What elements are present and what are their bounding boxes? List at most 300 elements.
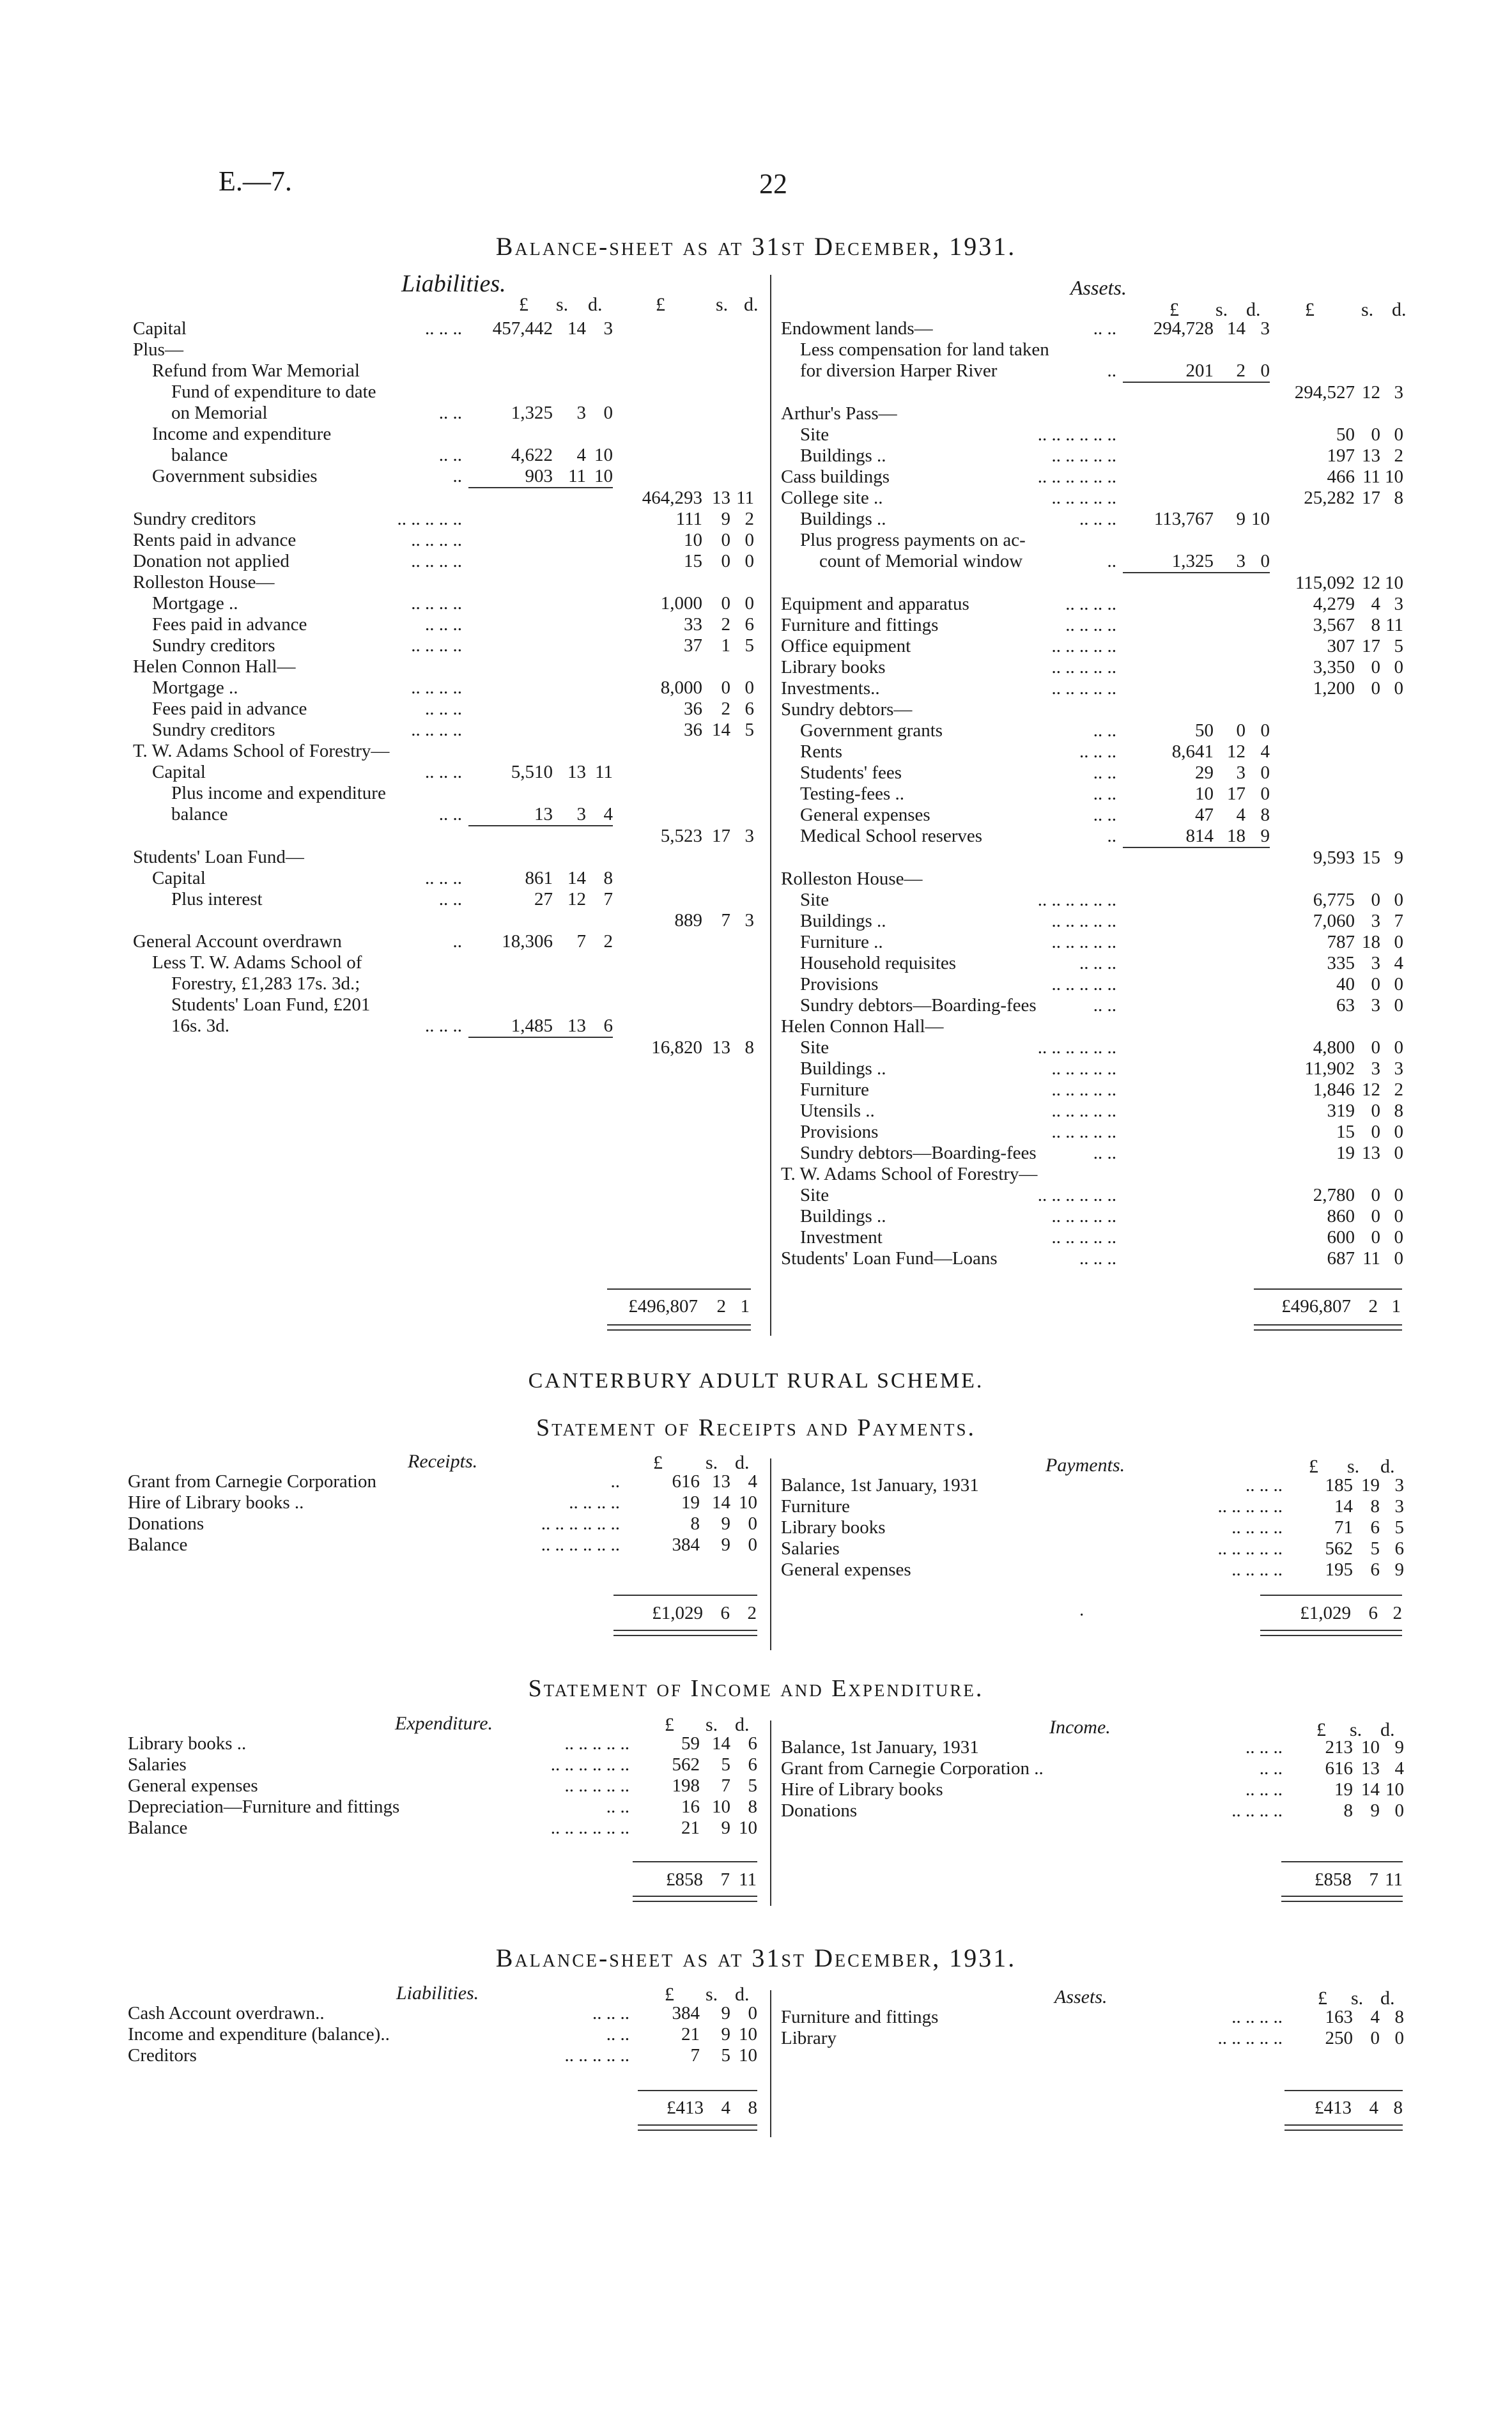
account-label xyxy=(781,1016,1123,1037)
account-label xyxy=(781,403,1123,424)
leader-dots: .. .. .. .. .. xyxy=(564,1775,629,1796)
pence xyxy=(586,509,613,530)
amount xyxy=(468,910,553,931)
amount xyxy=(1123,530,1214,551)
amount xyxy=(613,572,702,593)
pence xyxy=(1246,382,1270,403)
account-label xyxy=(781,678,1123,699)
pence xyxy=(1380,699,1403,720)
pence xyxy=(1380,826,1403,847)
account-row xyxy=(781,1079,1403,1101)
shillings xyxy=(1355,551,1380,573)
account-label xyxy=(781,953,1123,974)
amount xyxy=(1270,784,1355,805)
account-text: College site .. xyxy=(781,488,883,508)
amount: 21 xyxy=(681,2024,700,2045)
pence: 10 xyxy=(739,1818,757,1838)
pence xyxy=(1246,699,1270,720)
amount xyxy=(1123,657,1214,678)
shillings xyxy=(702,804,730,826)
pence xyxy=(1246,530,1270,551)
pence xyxy=(730,656,754,677)
shillings xyxy=(1355,1016,1380,1037)
leader-dots: .. .. xyxy=(1093,720,1116,741)
account-label: Depreciation—Furniture and fittings xyxy=(128,1797,400,1817)
amount: 4,800 xyxy=(1313,1037,1355,1058)
pence: 0 xyxy=(1260,360,1270,381)
amount: 15 xyxy=(1336,1122,1355,1142)
pence: 5 xyxy=(1394,636,1403,656)
pence: 6 xyxy=(603,1016,613,1036)
amount xyxy=(613,424,702,445)
account-label xyxy=(781,594,1123,615)
amount: 213 xyxy=(1325,1737,1353,1758)
leader-dots: .. .. .. .. xyxy=(411,677,462,698)
amount xyxy=(468,741,553,762)
account-text: Students' Loan Fund, £201 xyxy=(171,994,371,1015)
account-label xyxy=(133,677,468,699)
pence: 10 xyxy=(1385,573,1403,593)
pence xyxy=(586,1037,613,1058)
pence xyxy=(1246,403,1270,424)
shillings xyxy=(702,952,730,973)
account-label xyxy=(133,466,468,488)
account-label xyxy=(133,783,468,804)
account-label xyxy=(781,805,1123,826)
amount xyxy=(1123,1206,1214,1227)
shillings: 14 xyxy=(567,318,586,339)
leader-dots: .. .. xyxy=(1259,1758,1283,1779)
account-text: Rolleston House— xyxy=(133,572,275,592)
account-row xyxy=(781,1538,1404,1559)
pence: 11 xyxy=(595,762,613,782)
shillings xyxy=(1214,657,1246,678)
amount xyxy=(468,551,553,572)
amount: 1,846 xyxy=(1313,1079,1355,1100)
leader-dots: .. .. .. .. .. .. xyxy=(550,1754,629,1775)
account-text: Capital xyxy=(152,762,206,782)
amount xyxy=(468,509,553,530)
pence: 3 xyxy=(744,910,754,931)
account-label: General expenses xyxy=(781,1559,911,1580)
shillings xyxy=(702,382,730,403)
amount xyxy=(1123,467,1214,488)
pence xyxy=(586,973,613,994)
pence: 0 xyxy=(748,1513,757,1534)
shillings: 0 xyxy=(1371,1227,1380,1248)
shillings xyxy=(702,1016,730,1037)
col-shillings-1: s. xyxy=(556,294,569,315)
account-row xyxy=(133,804,754,826)
amount xyxy=(1123,339,1214,360)
shillings: 18 xyxy=(1362,932,1380,952)
account-text: Utensils .. xyxy=(800,1101,875,1121)
pence: 2 xyxy=(744,509,754,529)
pence xyxy=(730,762,754,783)
pence: 0 xyxy=(744,551,754,571)
pence: 11 xyxy=(736,488,754,508)
leader-dots: .. .. .. .. xyxy=(1231,1517,1283,1538)
shillings: 17 xyxy=(1362,488,1380,508)
pence: 10 xyxy=(739,2045,757,2066)
amount xyxy=(1270,699,1355,720)
leader-dots: .. .. xyxy=(606,1797,629,1817)
account-label xyxy=(133,572,468,593)
account-label xyxy=(781,636,1123,657)
shillings: 12 xyxy=(1362,382,1380,403)
pence: 0 xyxy=(744,677,754,698)
amount: 464,293 xyxy=(642,488,702,508)
pence: 0 xyxy=(1394,657,1403,677)
account-row xyxy=(133,720,754,741)
pence xyxy=(730,952,754,973)
pence: 0 xyxy=(744,530,754,550)
leader-dots: .. .. .. .. .. xyxy=(1217,2028,1283,2048)
pence xyxy=(586,572,613,593)
amount: 201 xyxy=(1185,360,1214,381)
amount: 16 xyxy=(681,1797,700,1817)
shillings xyxy=(553,424,586,445)
receipts-table xyxy=(128,1471,757,1556)
pence xyxy=(730,804,754,826)
pence xyxy=(586,656,613,677)
account-label xyxy=(133,868,468,889)
account-row xyxy=(781,424,1403,445)
amount xyxy=(1123,1248,1214,1269)
shillings: 4 xyxy=(1371,594,1380,614)
account-row xyxy=(781,1227,1403,1248)
shillings xyxy=(1355,741,1380,762)
pence xyxy=(730,1016,754,1037)
pence xyxy=(1246,932,1270,953)
amount: 50 xyxy=(1336,424,1355,445)
amount xyxy=(468,720,553,741)
account-row xyxy=(128,2003,757,2024)
amount: 1,000 xyxy=(660,593,702,614)
amount xyxy=(1123,932,1214,953)
amount xyxy=(1270,720,1355,741)
amount: 71 xyxy=(1334,1517,1353,1538)
account-row xyxy=(781,2028,1404,2049)
amount xyxy=(1123,445,1214,467)
pence xyxy=(1246,911,1270,932)
account-label xyxy=(133,551,468,572)
shillings: 12 xyxy=(1362,1079,1380,1100)
amount xyxy=(1270,1164,1355,1185)
pence: 8 xyxy=(1394,2007,1404,2027)
amount: 198 xyxy=(672,1775,700,1796)
pence: 3 xyxy=(1394,1496,1404,1517)
amount: 33 xyxy=(684,614,702,635)
col-pence-1: d. xyxy=(588,294,603,315)
receipts-total: £1,029 6 2 xyxy=(652,1603,757,1623)
account-row xyxy=(133,826,754,847)
ie-col-shillings: s. xyxy=(706,1714,718,1735)
account-row xyxy=(133,847,754,868)
pence: 8 xyxy=(744,1037,754,1058)
account-row xyxy=(781,1037,1403,1058)
pence xyxy=(586,847,613,868)
pence xyxy=(1246,1248,1270,1269)
shillings: 0 xyxy=(1371,1206,1380,1226)
shillings xyxy=(1214,890,1246,911)
amount xyxy=(1123,953,1214,974)
pence xyxy=(1380,551,1403,573)
account-text: Rolleston House— xyxy=(781,869,923,889)
shillings xyxy=(1214,995,1246,1016)
amount: 19 xyxy=(681,1492,700,1513)
amount: 19 xyxy=(1334,1779,1353,1800)
amount: 8 xyxy=(690,1513,700,1534)
amount: 294,728 xyxy=(1153,318,1214,339)
amount: 616 xyxy=(1325,1758,1353,1779)
account-text: Sundry creditors xyxy=(133,509,256,529)
col-pence-4: d. xyxy=(1392,299,1407,320)
shillings xyxy=(1214,1101,1246,1122)
account-row xyxy=(133,952,754,973)
account-text: Site xyxy=(800,1185,829,1205)
leader-dots: .. xyxy=(1107,826,1116,846)
pence xyxy=(730,847,754,868)
account-label xyxy=(781,762,1123,784)
amount: 15 xyxy=(684,551,702,571)
amount: 185 xyxy=(1325,1475,1353,1496)
pence: 0 xyxy=(1394,678,1403,699)
leader-dots: .. .. .. .. .. .. xyxy=(541,1513,620,1534)
leader-dots: .. xyxy=(1107,360,1116,381)
amount: 37 xyxy=(684,635,702,656)
shillings: 17 xyxy=(1362,636,1380,656)
shillings: 19 xyxy=(1361,1475,1380,1496)
pence xyxy=(1246,1016,1270,1037)
pence: 7 xyxy=(1394,911,1403,931)
leader-dots: .. .. .. .. .. xyxy=(1051,1227,1116,1248)
leader-dots: .. .. .. .. xyxy=(569,1492,620,1513)
account-label xyxy=(133,720,468,741)
account-row xyxy=(781,2007,1404,2028)
pence: 0 xyxy=(1394,1185,1403,1205)
account-row xyxy=(781,445,1403,467)
shillings: 6 xyxy=(1370,1559,1380,1580)
amount: 16,820 xyxy=(651,1037,702,1058)
pence: 0 xyxy=(1394,890,1403,910)
shillings xyxy=(702,973,730,994)
shillings xyxy=(1355,805,1380,826)
account-row xyxy=(133,973,754,994)
account-text: General expenses xyxy=(800,805,930,825)
account-row xyxy=(781,1206,1403,1227)
account-label xyxy=(781,1206,1123,1227)
account-row xyxy=(781,1779,1404,1800)
pence: 10 xyxy=(594,445,613,465)
account-text: Site xyxy=(800,890,829,910)
pence xyxy=(586,360,613,382)
shillings xyxy=(702,994,730,1016)
shillings xyxy=(1214,594,1246,615)
account-text: Plus— xyxy=(133,339,183,360)
account-text: Plus interest xyxy=(171,889,263,909)
leader-dots: .. .. .. .. .. .. xyxy=(541,1535,620,1555)
pence xyxy=(1380,784,1403,805)
amount xyxy=(1123,594,1214,615)
account-row xyxy=(781,1164,1403,1185)
shillings: 0 xyxy=(721,677,730,698)
shillings: 12 xyxy=(1227,741,1246,762)
shillings: 9 xyxy=(1236,509,1246,529)
account-text: Furniture xyxy=(800,1079,869,1100)
account-row xyxy=(781,1185,1403,1206)
shillings xyxy=(553,1037,586,1058)
account-row xyxy=(781,657,1403,678)
shillings xyxy=(702,762,730,783)
account-row xyxy=(781,869,1403,890)
amount: 11,902 xyxy=(1304,1058,1355,1079)
account-label: Balance xyxy=(128,1535,188,1555)
account-row xyxy=(128,1733,757,1754)
shillings xyxy=(1214,1079,1246,1101)
account-label: Cash Account overdrawn.. xyxy=(128,2003,325,2023)
shillings xyxy=(1214,1206,1246,1227)
liabilities-table xyxy=(133,318,754,1058)
shillings xyxy=(702,466,730,488)
account-row xyxy=(781,1737,1404,1758)
account-row xyxy=(781,890,1403,911)
account-row xyxy=(133,339,754,360)
shillings xyxy=(1214,1143,1246,1164)
account-label xyxy=(781,932,1123,953)
leader-dots: .. .. .. xyxy=(425,318,462,339)
account-label xyxy=(133,847,468,868)
account-text: Helen Connon Hall— xyxy=(781,1016,944,1037)
amount xyxy=(613,656,702,677)
amount xyxy=(613,382,702,403)
leader-dots: .. .. .. xyxy=(425,762,462,782)
account-row xyxy=(781,573,1403,594)
shillings xyxy=(553,360,586,382)
bs2-col-pence: d. xyxy=(735,1984,750,2005)
account-text: Fund of expenditure to date xyxy=(171,382,376,402)
shillings: 3 xyxy=(1371,911,1380,931)
pence: 11 xyxy=(1385,615,1403,635)
leader-dots: .. .. .. .. .. .. xyxy=(1037,424,1116,445)
pence: 9 xyxy=(1394,1559,1404,1580)
leader-dots: .. xyxy=(452,466,462,486)
amount: 384 xyxy=(672,1535,700,1555)
account-text: Students' Loan Fund— xyxy=(133,847,304,867)
account-row xyxy=(128,1471,757,1492)
amount xyxy=(1123,424,1214,445)
amount: 319 xyxy=(1327,1101,1355,1121)
shillings: 15 xyxy=(1362,847,1380,868)
account-row xyxy=(781,1058,1403,1079)
amount: 3,350 xyxy=(1313,657,1355,677)
account-label xyxy=(133,382,468,403)
account-row xyxy=(133,741,754,762)
pence xyxy=(1380,720,1403,741)
account-label: Donations xyxy=(781,1800,858,1821)
amount: 10 xyxy=(1195,784,1214,804)
expenditure-heading: Expenditure. xyxy=(395,1713,493,1734)
leader-dots: .. .. .. .. .. xyxy=(1051,1206,1116,1226)
shillings xyxy=(553,656,586,677)
amount xyxy=(468,699,553,720)
pence xyxy=(1246,445,1270,467)
account-row xyxy=(781,1496,1404,1517)
amount xyxy=(1123,615,1214,636)
account-row xyxy=(781,1559,1404,1581)
account-label xyxy=(133,635,468,656)
leader-dots: .. .. .. .. xyxy=(411,530,462,550)
col-shillings-4: s. xyxy=(1361,299,1374,320)
account-row xyxy=(781,720,1403,741)
shillings xyxy=(553,677,586,699)
account-label: Library xyxy=(781,2028,837,2048)
pence xyxy=(1246,636,1270,657)
rp-col-pence-r: d. xyxy=(1380,1456,1395,1477)
account-label: Grant from Carnegie Corporation .. xyxy=(781,1758,1044,1779)
amount: 861 xyxy=(525,868,553,888)
leader-dots: .. .. .. .. xyxy=(411,551,462,571)
amount: 18,306 xyxy=(502,931,553,952)
pence xyxy=(1246,339,1270,360)
pence xyxy=(586,635,613,656)
pence: 0 xyxy=(1260,762,1270,783)
shillings xyxy=(1355,784,1380,805)
amount: 63 xyxy=(1336,995,1355,1016)
amount xyxy=(1270,805,1355,826)
account-label xyxy=(781,615,1123,636)
account-label xyxy=(133,741,468,762)
pence xyxy=(730,931,754,952)
shillings xyxy=(1214,1185,1246,1206)
leader-dots: .. xyxy=(452,931,462,952)
account-label xyxy=(781,1248,1123,1269)
pence: 4 xyxy=(1260,741,1270,762)
account-text: Office equipment xyxy=(781,636,911,656)
amount xyxy=(1123,847,1214,869)
pence xyxy=(586,910,613,931)
amount xyxy=(613,403,702,424)
pence: 0 xyxy=(748,2003,757,2023)
account-row xyxy=(781,467,1403,488)
shillings xyxy=(1355,869,1380,890)
amount xyxy=(468,488,553,509)
amount: 111 xyxy=(675,509,702,529)
account-text: balance xyxy=(171,445,228,465)
account-row xyxy=(128,1818,757,1839)
assets-total: £496,807 2 1 xyxy=(1281,1296,1401,1317)
shillings: 13 xyxy=(712,1037,730,1058)
amount xyxy=(1123,869,1214,890)
ie-col-shillings-r: s. xyxy=(1350,1719,1362,1740)
account-label xyxy=(133,530,468,551)
amount: 600 xyxy=(1327,1227,1355,1248)
pence: 0 xyxy=(1394,424,1403,445)
account-text: Sundry creditors xyxy=(152,635,275,656)
amount: 29 xyxy=(1195,762,1214,783)
account-row xyxy=(781,1016,1403,1037)
pence: 0 xyxy=(1394,1248,1403,1269)
leader-dots: .. .. .. .. xyxy=(1231,1800,1283,1821)
account-label xyxy=(781,424,1123,445)
account-text: Helen Connon Hall— xyxy=(133,656,296,677)
account-row xyxy=(781,1758,1404,1779)
pence: 0 xyxy=(748,1535,757,1555)
account-label xyxy=(781,890,1123,911)
account-row xyxy=(781,1475,1404,1496)
account-label xyxy=(133,656,468,677)
leader-dots: .. .. .. xyxy=(1079,1248,1116,1269)
